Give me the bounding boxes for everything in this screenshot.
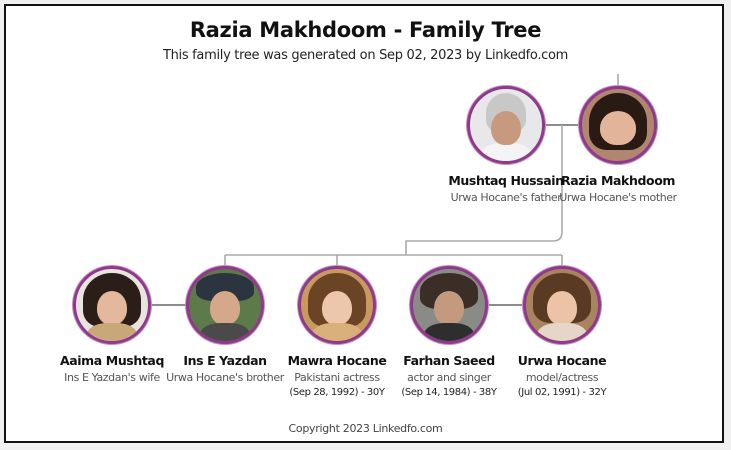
person-razia-makhdoom[interactable] bbox=[553, 86, 683, 204]
person-role: Urwa Hocane's mother bbox=[559, 191, 677, 204]
portrait-face bbox=[491, 111, 521, 145]
portrait-face bbox=[547, 291, 577, 325]
person-name: Farhan Saeed bbox=[403, 353, 495, 368]
portrait-face bbox=[210, 291, 240, 325]
copyright-text: Copyright 2023 Linkedfo.com bbox=[288, 422, 443, 435]
portrait-body bbox=[87, 323, 137, 344]
page-subtitle: This family tree was generated on Sep 02, 2023 by Linkedfo.com bbox=[162, 48, 569, 63]
person-mawra-hocane[interactable] bbox=[272, 266, 402, 398]
person-name: Aaima Mushtaq bbox=[59, 353, 165, 368]
portrait-body bbox=[481, 143, 531, 164]
person-name: Mawra Hocane bbox=[287, 353, 387, 368]
person-role: model/actress bbox=[525, 371, 599, 384]
avatar[interactable] bbox=[410, 266, 488, 344]
avatar[interactable] bbox=[467, 86, 545, 164]
portrait-body bbox=[200, 323, 250, 344]
portrait-face bbox=[600, 111, 636, 145]
avatar[interactable] bbox=[186, 266, 264, 344]
person-name: Urwa Hocane bbox=[517, 353, 607, 368]
person-ins-e-yazdan[interactable] bbox=[160, 266, 290, 384]
person-role: Pakistani actress bbox=[294, 371, 380, 384]
portrait-face bbox=[97, 291, 127, 325]
person-role: actor and singer bbox=[407, 371, 491, 384]
portrait-body bbox=[312, 323, 362, 344]
portrait-body bbox=[424, 323, 474, 344]
person-role: Ins E Yazdan's wife bbox=[64, 371, 160, 384]
person-urwa-hocane[interactable] bbox=[497, 266, 627, 398]
person-role: Urwa Hocane's brother bbox=[166, 371, 284, 384]
portrait-face bbox=[322, 291, 352, 325]
page-title: Razia Makhdoom - Family Tree bbox=[189, 18, 542, 42]
person-name: Mushtaq Hussain bbox=[448, 173, 564, 188]
portrait-face bbox=[434, 291, 464, 325]
avatar[interactable] bbox=[73, 266, 151, 344]
person-name: Ins E Yazdan bbox=[183, 353, 267, 368]
avatar[interactable] bbox=[523, 266, 601, 344]
person-farhan-saeed[interactable] bbox=[384, 266, 514, 398]
avatar[interactable] bbox=[579, 86, 657, 164]
person-role: Urwa Hocane's father bbox=[450, 191, 562, 204]
person-dates: (Jul 02, 1991) - 32Y bbox=[517, 387, 607, 398]
person-aaima-mushtaq[interactable] bbox=[47, 266, 177, 384]
avatar[interactable] bbox=[298, 266, 376, 344]
person-mushtaq-hussain[interactable] bbox=[441, 86, 571, 204]
person-dates: (Sep 14, 1984) - 38Y bbox=[401, 387, 497, 398]
person-name: Razia Makhdoom bbox=[560, 173, 676, 188]
portrait-body bbox=[537, 323, 587, 344]
person-dates: (Sep 28, 1992) - 30Y bbox=[289, 387, 385, 398]
